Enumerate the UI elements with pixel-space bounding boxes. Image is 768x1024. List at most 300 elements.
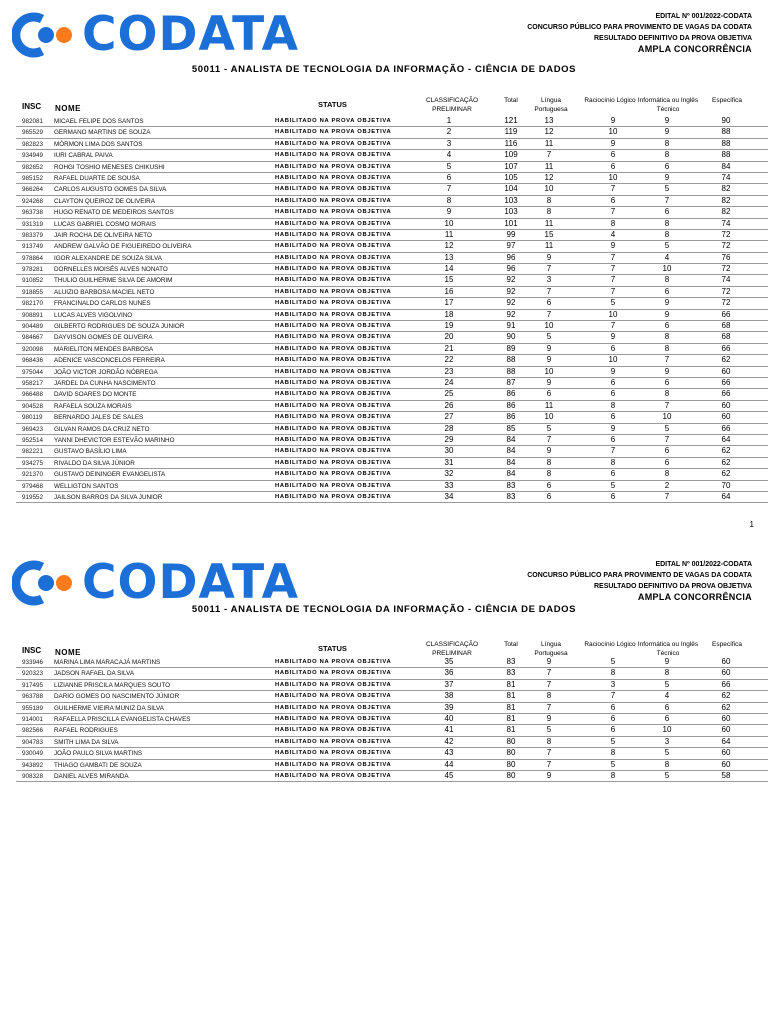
- cell-raciocinio-logico: 5: [610, 759, 616, 769]
- cell-insc: 982652: [22, 163, 44, 171]
- cell-informatica: 6: [664, 446, 670, 456]
- cell-lingua-portuguesa: 6: [546, 480, 552, 490]
- cell-especifica: 68: [721, 332, 731, 342]
- cell-nome: THIAGO GAMBATI DE SOUZA: [54, 761, 142, 769]
- table-header: [0, 96, 768, 118]
- cell-especifica: 88: [721, 127, 731, 137]
- cell-raciocinio-logico: 9: [610, 241, 616, 251]
- cell-especifica: 62: [721, 446, 731, 456]
- cell-raciocinio-logico: 7: [610, 184, 616, 194]
- cell-status: HABILITADO NA PROVA OBJETIVA: [275, 357, 392, 364]
- cell-classificacao: 10: [444, 218, 454, 228]
- cell-raciocinio-logico: 10: [608, 355, 618, 365]
- cell-total: 80: [506, 759, 516, 769]
- cell-nome: LUCAS ALVES VIGOLVINO: [54, 311, 133, 319]
- cell-nome: YANNI DHEVICTOR ESTEVÃO MARINHO: [54, 436, 175, 444]
- cell-raciocinio-logico: 7: [610, 264, 616, 274]
- cell-insc: 904489: [22, 323, 44, 331]
- cell-insc: 980119: [22, 414, 43, 422]
- cell-raciocinio-logico: 6: [610, 491, 616, 501]
- cell-insc: 904783: [22, 738, 44, 746]
- cell-insc: 918855: [22, 288, 44, 296]
- cell-status: HABILITADO NA PROVA OBJETIVA: [275, 402, 392, 409]
- cell-informatica: 8: [664, 218, 670, 228]
- table-row: [16, 703, 768, 714]
- cell-total: 91: [506, 321, 516, 331]
- cell-insc: 965529: [22, 129, 44, 137]
- cell-raciocinio-logico: 3: [610, 679, 616, 689]
- cell-lingua-portuguesa: 10: [544, 412, 554, 422]
- cell-informatica: 6: [664, 207, 670, 217]
- cell-especifica: 66: [721, 423, 731, 433]
- cell-classificacao: 15: [444, 275, 454, 285]
- cell-status: HABILITADO NA PROVA OBJETIVA: [275, 288, 392, 295]
- cell-especifica: 82: [721, 207, 731, 217]
- cell-status: HABILITADO NA PROVA OBJETIVA: [275, 772, 392, 779]
- cell-lingua-portuguesa: 9: [546, 770, 552, 780]
- cell-classificacao: 35: [444, 657, 454, 666]
- cell-lingua-portuguesa: 7: [546, 702, 552, 712]
- table-row: [16, 446, 768, 457]
- cell-total: 84: [506, 446, 516, 456]
- cell-especifica: 60: [721, 759, 731, 769]
- cell-especifica: 60: [721, 748, 731, 758]
- cell-insc: 978281: [22, 266, 44, 274]
- col-total: Total: [504, 641, 518, 648]
- cell-nome: ALUIZIO BARBOSA MACIEL NETO: [54, 288, 155, 296]
- table-row: [16, 737, 768, 748]
- edital-header: [527, 559, 752, 603]
- cell-especifica: 66: [721, 679, 731, 689]
- cell-especifica: 66: [721, 309, 731, 319]
- cell-raciocinio-logico: 10: [608, 309, 618, 319]
- cell-insc: 933946: [22, 659, 44, 666]
- cell-informatica: 7: [664, 400, 670, 410]
- cell-lingua-portuguesa: 7: [546, 286, 552, 296]
- cell-lingua-portuguesa: 9: [546, 713, 552, 723]
- table-row: [16, 230, 768, 241]
- cell-especifica: 90: [721, 116, 731, 125]
- cell-insc: 963788: [22, 693, 44, 701]
- table-row: [16, 458, 768, 469]
- table-row: [16, 378, 768, 389]
- cell-informatica: 8: [664, 668, 670, 678]
- cell-classificacao: 5: [446, 161, 452, 171]
- cell-especifica: 60: [721, 400, 731, 410]
- cell-raciocinio-logico: 6: [610, 469, 616, 479]
- cell-insc: 982170: [22, 300, 44, 308]
- cell-classificacao: 24: [444, 377, 454, 387]
- concurso-title: CONCURSO PÚBLICO PARA PROVIMENTO DE VAGAS DA CODATA: [527, 24, 752, 31]
- cell-status: HABILITADO NA PROVA OBJETIVA: [275, 493, 392, 500]
- cell-raciocinio-logico: 9: [610, 366, 616, 376]
- cell-total: 107: [504, 161, 518, 171]
- cell-informatica: 7: [664, 491, 670, 501]
- col-lingua-portuguesa: Língua Portuguesa: [534, 97, 568, 113]
- cell-informatica: 2: [664, 480, 670, 490]
- cell-insc: 930049: [22, 750, 44, 758]
- cell-classificacao: 19: [444, 321, 454, 331]
- cell-nome: MARIELITON MENDES BARBOSA: [54, 345, 154, 353]
- cell-nome: DORNELLES MOISÉS ALVES NONATO: [54, 266, 168, 274]
- cell-lingua-portuguesa: 5: [546, 332, 552, 342]
- cell-insc: 985152: [22, 174, 44, 182]
- table-row: [16, 264, 768, 275]
- cell-raciocinio-logico: 6: [610, 195, 616, 205]
- cell-lingua-portuguesa: 10: [544, 366, 554, 376]
- cell-nome: JAILSON BARROS DA SILVA JUNIOR: [54, 493, 163, 501]
- table-row: [16, 760, 768, 771]
- cell-raciocinio-logico: 9: [610, 116, 616, 125]
- cell-raciocinio-logico: 4: [610, 229, 616, 239]
- cell-total: 81: [506, 691, 516, 701]
- cell-nome: GUSTAVO BASÍLIO LIMA: [54, 448, 127, 456]
- cell-status: HABILITADO NA PROVA OBJETIVA: [275, 186, 392, 193]
- cell-informatica: 6: [664, 321, 670, 331]
- cell-total: 90: [506, 332, 516, 342]
- cell-especifica: 68: [721, 321, 731, 331]
- cell-lingua-portuguesa: 7: [546, 264, 552, 274]
- cell-informatica: 7: [664, 195, 670, 205]
- cell-raciocinio-logico: 7: [610, 252, 616, 262]
- cell-status: HABILITADO NA PROVA OBJETIVA: [275, 425, 392, 432]
- cell-classificacao: 2: [446, 127, 452, 137]
- cell-especifica: 82: [721, 184, 731, 194]
- cell-total: 80: [506, 770, 516, 780]
- cell-classificacao: 11: [444, 229, 454, 239]
- cell-especifica: 66: [721, 389, 731, 399]
- cell-informatica: 6: [664, 286, 670, 296]
- cell-informatica: 8: [664, 759, 670, 769]
- cell-lingua-portuguesa: 10: [544, 321, 554, 331]
- document-page-2: [0, 548, 768, 1024]
- col-raciocinio-logico: Raciocínio Lógico: [584, 97, 636, 104]
- cell-informatica: 9: [664, 116, 670, 125]
- cell-lingua-portuguesa: 12: [544, 127, 554, 137]
- cell-insc: 934949: [22, 152, 44, 160]
- cell-total: 83: [506, 491, 516, 501]
- codata-logo: [12, 7, 299, 62]
- cell-insc: 924268: [22, 197, 44, 205]
- cell-raciocinio-logico: 5: [610, 298, 616, 308]
- cell-status: HABILITADO NA PROVA OBJETIVA: [275, 300, 392, 307]
- cell-classificacao: 1: [446, 116, 452, 125]
- cell-insc: 968436: [22, 357, 44, 365]
- page-number: 1: [749, 520, 754, 529]
- cell-nome: LIZIANNE PRISCILA MARQUES SOUTO: [54, 681, 171, 689]
- logo-wordmark: CODATA: [82, 7, 299, 62]
- cell-lingua-portuguesa: 11: [544, 218, 554, 228]
- cell-status: HABILITADO NA PROVA OBJETIVA: [275, 152, 392, 159]
- cell-raciocinio-logico: 9: [610, 138, 616, 148]
- cell-insc: 904528: [22, 402, 44, 410]
- cell-total: 83: [506, 668, 516, 678]
- cell-especifica: 60: [721, 657, 731, 666]
- cell-status: HABILITADO NA PROVA OBJETIVA: [275, 129, 392, 136]
- table-row: [16, 139, 768, 150]
- cell-lingua-portuguesa: 15: [544, 229, 554, 239]
- cell-lingua-portuguesa: 8: [546, 207, 552, 217]
- cell-status: HABILITADO NA PROVA OBJETIVA: [275, 414, 392, 421]
- cell-insc: 908328: [22, 772, 44, 780]
- table-row: [16, 287, 768, 298]
- cell-especifica: 60: [721, 366, 731, 376]
- cell-informatica: 9: [664, 298, 670, 308]
- cell-status: HABILITADO NA PROVA OBJETIVA: [275, 704, 392, 711]
- cell-raciocinio-logico: 8: [610, 668, 616, 678]
- cell-informatica: 5: [664, 423, 670, 433]
- cell-status: HABILITADO NA PROVA OBJETIVA: [275, 659, 392, 665]
- cell-especifica: 72: [721, 229, 731, 239]
- cell-insc: 979468: [22, 482, 44, 490]
- cell-raciocinio-logico: 6: [610, 377, 616, 387]
- cell-raciocinio-logico: 6: [610, 343, 616, 353]
- cell-nome: DAVID SOARES DO MONTE: [54, 391, 137, 399]
- cell-total: 81: [506, 713, 516, 723]
- cell-lingua-portuguesa: 6: [546, 298, 552, 308]
- cell-classificacao: 3: [446, 138, 452, 148]
- cell-informatica: 5: [664, 184, 670, 194]
- cell-classificacao: 6: [446, 172, 452, 182]
- cell-status: HABILITADO NA PROVA OBJETIVA: [275, 220, 392, 227]
- cell-classificacao: 28: [444, 423, 454, 433]
- cell-raciocinio-logico: 6: [610, 702, 616, 712]
- cell-classificacao: 29: [444, 434, 454, 444]
- cell-classificacao: 8: [446, 195, 452, 205]
- cell-classificacao: 18: [444, 309, 454, 319]
- table-row: [16, 196, 768, 207]
- cell-classificacao: 26: [444, 400, 454, 410]
- cell-especifica: 84: [721, 161, 731, 171]
- cell-raciocinio-logico: 6: [610, 713, 616, 723]
- cell-total: 96: [506, 264, 516, 274]
- cell-insc: 914001: [22, 715, 44, 723]
- cell-classificacao: 31: [444, 457, 454, 467]
- cell-lingua-portuguesa: 7: [546, 759, 552, 769]
- cell-total: 105: [504, 172, 518, 182]
- table-row: [16, 481, 768, 492]
- cell-insc: 955189: [22, 704, 44, 712]
- cell-status: HABILITADO NA PROVA OBJETIVA: [275, 459, 392, 466]
- table-row: [16, 355, 768, 366]
- cell-classificacao: 16: [444, 286, 454, 296]
- col-total: Total: [504, 97, 518, 104]
- cell-raciocinio-logico: 7: [610, 691, 616, 701]
- cell-total: 97: [506, 241, 516, 251]
- cell-informatica: 5: [664, 770, 670, 780]
- col-nome: NOME: [55, 104, 81, 113]
- cell-especifica: 62: [721, 355, 731, 365]
- logo-wordmark: CODATA: [82, 555, 299, 610]
- cell-especifica: 76: [721, 252, 731, 262]
- cell-especifica: 62: [721, 469, 731, 479]
- cell-raciocinio-logico: 8: [610, 218, 616, 228]
- cell-informatica: 5: [664, 241, 670, 251]
- cell-lingua-portuguesa: 5: [546, 725, 552, 735]
- resultado-title: RESULTADO DEFINITIVO DA PROVA OBJETIVA: [593, 583, 752, 590]
- cell-classificacao: 33: [444, 480, 454, 490]
- cell-nome: RAFAEL DUARTE DE SOUSA: [54, 174, 140, 182]
- table-row: [16, 310, 768, 321]
- col-informatica: Informática ou Inglês Técnico: [637, 641, 699, 657]
- cell-especifica: 60: [721, 725, 731, 735]
- table-row: [16, 771, 768, 782]
- cell-status: HABILITADO NA PROVA OBJETIVA: [275, 738, 392, 745]
- cell-total: 121: [504, 116, 518, 125]
- cell-classificacao: 36: [444, 668, 454, 678]
- cell-insc: 920323: [22, 670, 44, 678]
- col-especifica: Específica: [712, 97, 742, 104]
- table-row: [16, 401, 768, 412]
- cell-nome: LUCAS GABRIEL COSMO MORAIS: [54, 220, 156, 228]
- cell-classificacao: 44: [444, 759, 454, 769]
- cell-classificacao: 22: [444, 355, 454, 365]
- cell-nome: RAFAELLA PRISCILLA EVANGELISTA CHAVES: [54, 715, 191, 723]
- cell-informatica: 3: [664, 736, 670, 746]
- cell-lingua-portuguesa: 9: [546, 657, 552, 666]
- cell-raciocinio-logico: 7: [610, 321, 616, 331]
- cell-total: 89: [506, 343, 516, 353]
- table-row: [16, 367, 768, 378]
- cell-classificacao: 13: [444, 252, 454, 262]
- cell-status: HABILITADO NA PROVA OBJETIVA: [275, 345, 392, 352]
- cell-status: HABILITADO NA PROVA OBJETIVA: [275, 761, 392, 768]
- cell-especifica: 72: [721, 286, 731, 296]
- cell-classificacao: 7: [446, 184, 452, 194]
- cell-classificacao: 20: [444, 332, 454, 342]
- cell-total: 85: [506, 423, 516, 433]
- cell-status: HABILITADO NA PROVA OBJETIVA: [275, 448, 392, 455]
- cell-status: HABILITADO NA PROVA OBJETIVA: [275, 277, 392, 284]
- cell-classificacao: 17: [444, 298, 454, 308]
- cell-raciocinio-logico: 6: [610, 725, 616, 735]
- col-especifica: Específica: [712, 641, 742, 648]
- codata-logo-icon: [12, 559, 78, 607]
- cell-nome: IGOR ALEXANDRE DE SOUZA SILVA: [54, 254, 162, 262]
- cell-nome: JOÃO VICTOR JORDÃO NÓBREGA: [54, 368, 158, 376]
- cell-insc: 919552: [22, 493, 44, 501]
- table-row: [16, 680, 768, 691]
- cell-status: HABILITADO NA PROVA OBJETIVA: [275, 436, 392, 443]
- cell-insc: 975044: [22, 368, 44, 376]
- edital-number: EDITAL Nº 001/2022-CODATA: [655, 13, 752, 20]
- cell-informatica: 9: [664, 309, 670, 319]
- edital-number: EDITAL Nº 001/2022-CODATA: [655, 561, 752, 568]
- cell-insc: 982221: [22, 448, 44, 456]
- cell-informatica: 8: [664, 389, 670, 399]
- cell-insc: 969423: [22, 425, 44, 433]
- cell-insc: 920098: [22, 345, 44, 353]
- cell-total: 109: [504, 150, 518, 160]
- cell-total: 101: [504, 218, 518, 228]
- cell-lingua-portuguesa: 9: [546, 252, 552, 262]
- cell-classificacao: 27: [444, 412, 454, 422]
- cell-classificacao: 45: [444, 770, 454, 780]
- cell-especifica: 58: [721, 770, 731, 780]
- table-row: [16, 207, 768, 218]
- cell-insc: 984667: [22, 334, 44, 342]
- cell-total: 84: [506, 457, 516, 467]
- cell-raciocinio-logico: 6: [610, 389, 616, 399]
- cell-lingua-portuguesa: 9: [546, 343, 552, 353]
- cell-total: 80: [506, 748, 516, 758]
- cell-informatica: 8: [664, 343, 670, 353]
- cell-insc: 966488: [22, 391, 44, 399]
- table-row: [16, 492, 768, 503]
- cell-nome: DANIEL ALVES MIRANDA: [54, 772, 129, 780]
- cell-especifica: 72: [721, 241, 731, 251]
- cell-especifica: 62: [721, 691, 731, 701]
- cell-lingua-portuguesa: 7: [546, 679, 552, 689]
- cell-total: 86: [506, 400, 516, 410]
- cell-lingua-portuguesa: 7: [546, 668, 552, 678]
- cell-total: 104: [504, 184, 518, 194]
- cell-status: HABILITADO NA PROVA OBJETIVA: [275, 670, 392, 677]
- cargo-title: 50011 - ANALISTA DE TECNOLOGIA DA INFORMAÇÃO - CIÊNCIA DE DADOS: [191, 64, 577, 75]
- cell-raciocinio-logico: 5: [610, 657, 616, 666]
- cell-especifica: 66: [721, 377, 731, 387]
- cell-informatica: 4: [664, 691, 670, 701]
- cell-nome: RIVALDO DA SILVA JÚNIOR: [54, 459, 135, 467]
- edital-header: [527, 11, 752, 55]
- cell-raciocinio-logico: 6: [610, 161, 616, 171]
- cell-informatica: 5: [664, 748, 670, 758]
- cell-informatica: 8: [664, 138, 670, 148]
- cell-nome: WELLIGTON SANTOS: [54, 482, 119, 490]
- cell-raciocinio-logico: 8: [610, 748, 616, 758]
- cell-informatica: 6: [664, 161, 670, 171]
- cell-total: 92: [506, 298, 516, 308]
- cell-raciocinio-logico: 7: [610, 446, 616, 456]
- cell-total: 86: [506, 389, 516, 399]
- cell-status: HABILITADO NA PROVA OBJETIVA: [275, 266, 392, 273]
- cell-lingua-portuguesa: 5: [546, 423, 552, 433]
- cell-classificacao: 32: [444, 469, 454, 479]
- cell-especifica: 88: [721, 138, 731, 148]
- col-insc: INSC: [22, 646, 42, 655]
- cell-classificacao: 39: [444, 702, 454, 712]
- concurso-title: CONCURSO PÚBLICO PARA PROVIMENTO DE VAGAS DA CODATA: [527, 572, 752, 579]
- cell-total: 80: [506, 736, 516, 746]
- cell-nome: MICAEL FELIPE DOS SANTOS: [54, 118, 144, 125]
- cell-nome: IURI CABRAL PAIVA: [54, 152, 113, 160]
- cell-informatica: 4: [664, 252, 670, 262]
- cell-nome: THULIO GUILHERME SILVA DE AMORIM: [54, 277, 173, 285]
- cell-classificacao: 37: [444, 679, 454, 689]
- cell-total: 81: [506, 679, 516, 689]
- cell-insc: 921370: [22, 471, 44, 479]
- cell-informatica: 8: [664, 469, 670, 479]
- cell-lingua-portuguesa: 11: [544, 241, 554, 251]
- cell-insc: 982081: [22, 118, 44, 125]
- cell-insc: 908891: [22, 311, 44, 319]
- cell-raciocinio-logico: 6: [610, 434, 616, 444]
- cell-status: HABILITADO NA PROVA OBJETIVA: [275, 750, 392, 757]
- cell-raciocinio-logico: 9: [610, 332, 616, 342]
- cell-insc: 966264: [22, 186, 44, 194]
- cell-status: HABILITADO NA PROVA OBJETIVA: [275, 118, 392, 124]
- cell-raciocinio-logico: 10: [608, 127, 618, 137]
- cell-classificacao: 21: [444, 343, 454, 353]
- cell-especifica: 82: [721, 195, 731, 205]
- ampla-concorrencia: AMPLA CONCORRÊNCIA: [637, 592, 752, 602]
- cell-informatica: 9: [664, 366, 670, 376]
- cell-nome: JOÃO PAULO SILVA MARTINS: [54, 750, 143, 758]
- cell-insc: 982823: [22, 140, 44, 148]
- cell-classificacao: 25: [444, 389, 454, 399]
- cell-raciocinio-logico: 8: [610, 770, 616, 780]
- ampla-concorrencia: AMPLA CONCORRÊNCIA: [637, 44, 752, 54]
